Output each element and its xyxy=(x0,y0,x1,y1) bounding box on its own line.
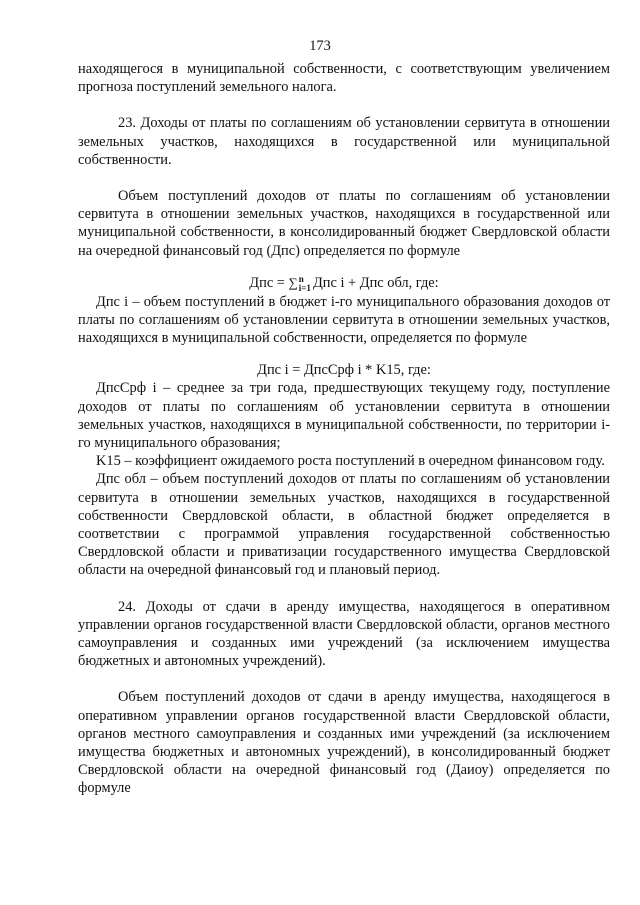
page-content xyxy=(78,60,610,798)
paragraph-volume-daiou: Объем поступлений доходов от сдачи в аренду имущества, находящегося в оперативном управлении органов государственной власти Свердловской области, органов местного самоуправления и созданных ими учреждений (за исключением имущества бюджетных и автономных учреждений), в консолидированный бюджет Свердловской области на очередной финансовый год (Даиоу) определяется по формуле xyxy=(78,689,610,797)
sum-symbol: ∑ xyxy=(288,274,298,290)
page-number: 173 xyxy=(309,38,331,54)
sum-lower-limit: i=1 xyxy=(298,282,311,293)
sum-upper-limit: n xyxy=(298,273,304,284)
formula-dps-rhs: Дпс i + Дпс обл, где: xyxy=(312,274,439,291)
formula-dps-lhs: Дпс = xyxy=(249,274,289,291)
formula-dps-i: Дпс i = ДпсСрф i * K15, где: xyxy=(257,362,431,379)
definition-dps-obl: Дпс обл – объем поступлений доходов от платы по соглашениям об установлении сервитута в отношении земельных участков, находящихся в государственной собственности Свердловской области, в областной бюджет определяется в соответствии с программой управления государственной собственностью Свердловской области и приватизации государственного имущества Свердловской области на очередной финансовый год и плановый период. xyxy=(78,471,610,579)
section-23-heading: 23. Доходы от платы по соглашениям об установлении сервитута в отношении земельных участков, находящихся в государственной или муниципальной собственности. xyxy=(78,115,610,168)
formula-dps xyxy=(78,274,610,293)
section-24-heading: 24. Доходы от сдачи в аренду имущества, находящегося в оперативном управлении органов государственной власти Свердловской области, органов местного самоуправления и созданных ими учреждений (за исключением имущества бюджетных и автономных учреждений). xyxy=(78,598,610,670)
definition-dps-i: Дпс i – объем поступлений в бюджет i-го муниципального образования доходов от платы по соглашениям об установлении сервитута в отношении земельных участков, находящихся в муниципальной собственности, определяется по формуле xyxy=(78,293,610,346)
definition-dpssrf-i: ДпсСрф i – среднее за три года, предшествующих текущему году, поступление доходов от платы по соглашениям об установлении сервитута в отношении земельных участков, находящихся в муниципальной собственности, по территории i-го муниципального образования; xyxy=(78,380,610,451)
sum-limits xyxy=(299,275,311,293)
paragraph-continuation: находящегося в муниципальной собственности, с соответствующим увеличением прогноза поступлений земельного налога. xyxy=(78,61,610,96)
definition-k15: K15 – коэффициент ожидаемого роста поступлений в очередном финансовом году. xyxy=(96,453,605,470)
paragraph-volume-dps: Объем поступлений доходов от платы по соглашениям об установлении сервитута в отношении земельных участков, находящихся в государственной или муниципальной собственности, в консолидированный бюджет Свердловской области на очередной финансовый год (Дпс) определяется по формуле xyxy=(78,188,610,259)
